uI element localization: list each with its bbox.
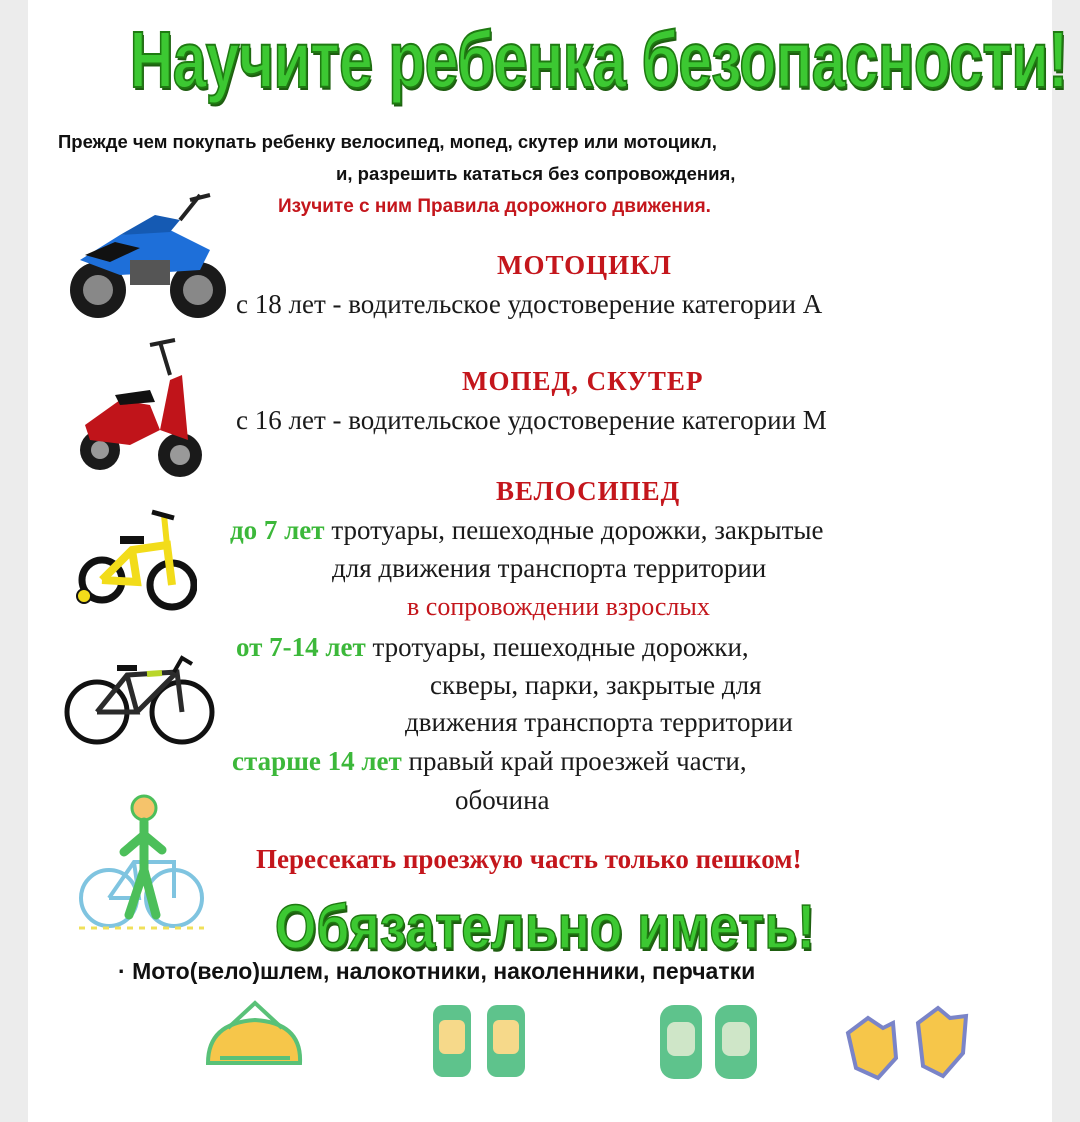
age-7-14-text-1: тротуары, пешеходные дорожки, — [365, 632, 749, 662]
age-under-7-text-3: в сопровождении взрослых — [407, 592, 710, 621]
age-7-14-text-3: движения транспорта территории — [405, 707, 793, 737]
moped-text: с 16 лет - водительское удостоверение категории М — [236, 405, 827, 435]
age-over-14-row — [232, 746, 747, 777]
road-bike-icon — [62, 650, 217, 750]
age-over-14-text-1: правый край проезжей части, — [401, 746, 747, 776]
kids-bike-icon — [72, 500, 197, 615]
intro-line-2: и, разрешить кататься без сопровождения, — [336, 163, 736, 184]
gloves-icon — [838, 998, 978, 1088]
motorcycle-icon — [60, 180, 230, 330]
intro-line-1: Прежде чем покупать ребенку велосипед, мопед, скутер или мотоцикл, — [58, 131, 717, 152]
equipment-text: Мото(вело)шлем, налокотники, наколенники, перчатки — [132, 958, 756, 984]
elbow-pads-icon — [425, 1000, 535, 1085]
scooter-icon — [70, 330, 210, 480]
age-under-7-text-2: для движения транспорта территории — [332, 553, 767, 583]
intro-line-3: Изучите с ним Правила дорожного движения. — [278, 196, 711, 217]
bicycle-title: ВЕЛОСИПЕД — [496, 476, 681, 506]
poster-title: Научите ребенка безопасности! — [129, 15, 1068, 104]
crossing-rule: Пересекать проезжую часть только пешком! — [256, 844, 802, 874]
motorcycle-text: с 18 лет - водительское удостоверение категории А — [236, 289, 823, 319]
age-over-14-label: старше 14 лет — [232, 746, 402, 776]
motorcycle-title: МОТОЦИКЛ — [497, 250, 672, 280]
must-have-heading: Обязательно иметь! — [274, 893, 815, 962]
age-7-14-text-2: скверы, парки, закрытые для — [430, 670, 762, 700]
age-under-7-row — [230, 515, 824, 546]
age-under-7-label: до 7 лет — [230, 515, 325, 545]
moped-title: МОПЕД, СКУТЕР — [462, 366, 704, 396]
age-over-14-text-2: обочина — [455, 785, 550, 815]
age-7-14-label: от 7-14 лет — [236, 632, 366, 662]
equipment-list: · Мото(вело)шлем, налокотники, наколенники, перчатки — [118, 958, 756, 984]
age-7-14-row — [236, 632, 749, 663]
age-under-7-text-1: тротуары, пешеходные дорожки, закрытые — [324, 515, 824, 545]
knee-pads-icon — [655, 1000, 765, 1085]
helmet-icon — [200, 998, 310, 1083]
